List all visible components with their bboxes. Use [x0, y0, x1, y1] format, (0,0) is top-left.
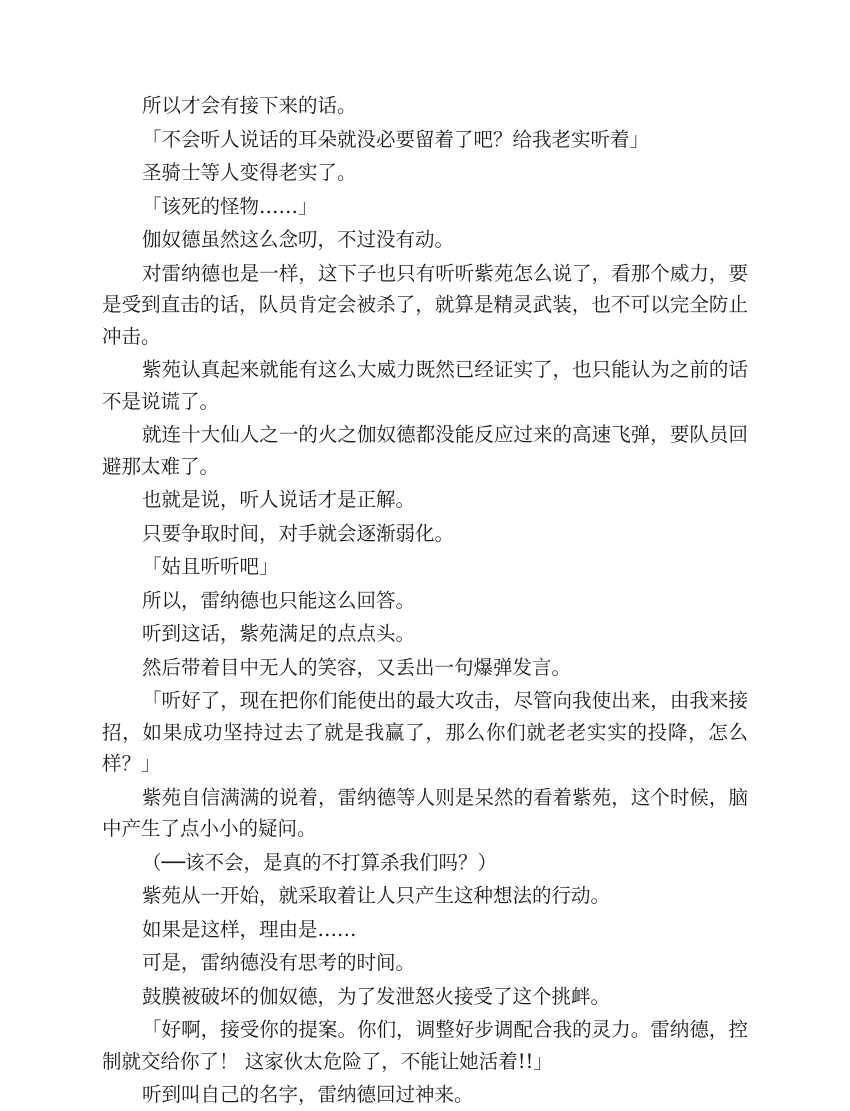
paragraph: 也就是说，听人说话才是正解。: [142, 488, 416, 511]
document-body: [102, 90, 748, 1111]
paragraph: 「该死的怪物……」: [142, 194, 318, 218]
paragraph: 「姑且听听吧」: [142, 555, 279, 578]
paragraph: 「好啊，接受你的提案。你们，调整好步调配合我的灵力。雷纳德，控制就交给你了！ 这家伙太危险了，不能让她活着!!」: [102, 1018, 748, 1073]
paragraph: 紫苑自信满满的说着，雷纳德等人则是呆然的看着紫苑，这个时候，脑中产生了点小小的疑问。: [102, 785, 748, 840]
paragraph: 「不会听人说话的耳朵就没必要留着了吧？给我老实听着」: [142, 127, 650, 151]
paragraph: 圣骑士等人变得老实了。: [142, 161, 357, 184]
paragraph: 如果是这样，理由是……: [142, 917, 357, 941]
paragraph: 可是，雷纳德没有思考的时间。: [142, 951, 416, 974]
paragraph: 伽奴德虽然这么念叨，不过没有动。: [142, 228, 455, 251]
paragraph: 紫苑从一开始，就采取着让人只产生这种想法的行动。: [142, 884, 611, 907]
paragraph: （──该不会，是真的不打算杀我们吗？）: [142, 850, 497, 874]
paragraph: 紫苑认真起来就能有这么大威力既然已经证实了，也只能认为之前的话不是说谎了。: [102, 358, 748, 413]
paragraph: 只要争取时间，对手就会逐渐弱化。: [142, 521, 455, 545]
paragraph: 所以，雷纳德也只能这么回答。: [142, 588, 416, 612]
paragraph: 就连十大仙人之一的火之伽奴德都没能反应过来的高速飞弹，要队员回避那太难了。: [102, 423, 748, 478]
paragraph: 所以才会有接下来的话。: [142, 94, 357, 117]
paragraph: 听到叫自己的名字，雷纳德回过神来。: [142, 1083, 474, 1106]
paragraph: 「听好了，现在把你们能使出的最大攻击，尽管向我使出来，由我来接招，如果成功坚持过去了就是我赢了，那么你们就老老实实的投降，怎么样？」: [102, 689, 748, 775]
paragraph: 然后带着目中无人的笑容，又丢出一句爆弹发言。: [142, 655, 572, 679]
paragraph: 听到这话，紫苑满足的点点头。: [142, 622, 416, 645]
paragraph: 对雷纳德也是一样，这下子也只有听听紫苑怎么说了，看那个威力，要是受到直击的话，队员肯定会被杀了，就算是精灵武装，也不可以完全防止冲击。: [102, 261, 748, 348]
paragraph: 鼓膜被破坏的伽奴德，为了发泄怒火接受了这个挑衅。: [142, 984, 611, 1008]
